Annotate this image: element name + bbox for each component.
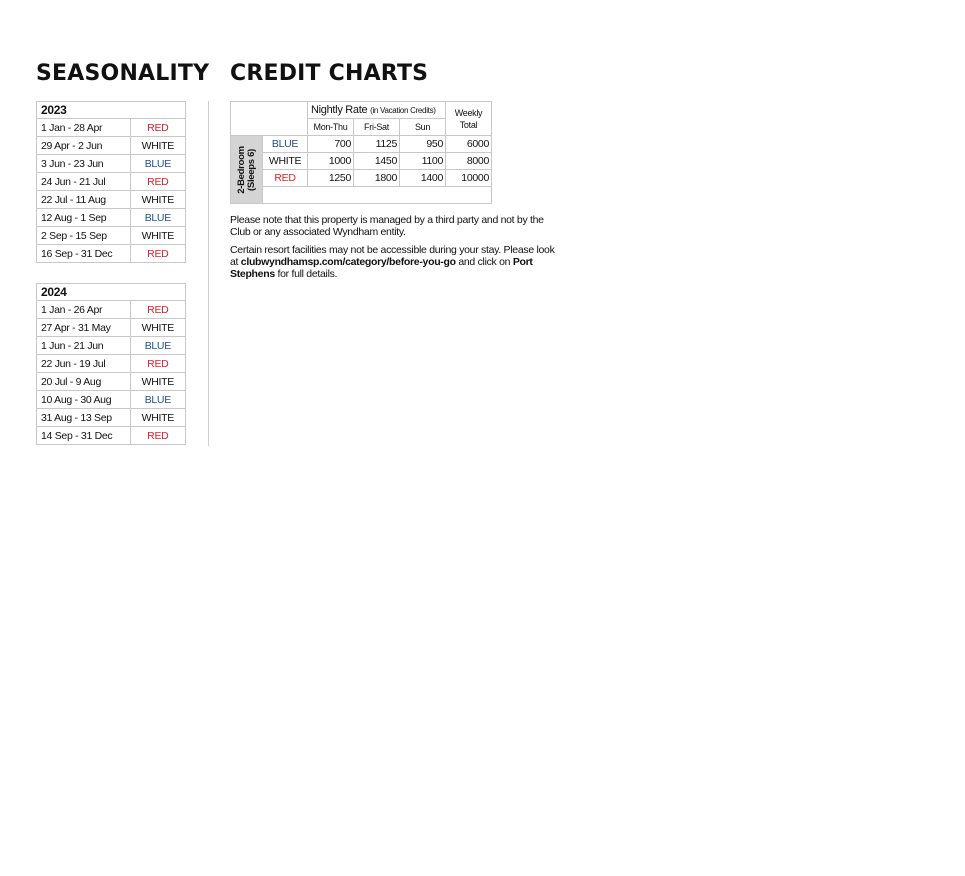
date-range: 12 Aug - 1 Sep [37, 209, 131, 227]
table-row [37, 155, 186, 173]
season-label: RED [130, 427, 185, 445]
table-row [231, 187, 492, 204]
credit-value: 1250 [308, 170, 354, 187]
date-range: 14 Sep - 31 Dec [37, 427, 131, 445]
season-label: WHITE [130, 227, 185, 245]
section-divider [208, 101, 209, 446]
season-label: WHITE [130, 137, 185, 155]
year-label: 2023 [37, 102, 186, 119]
year-label: 2024 [37, 284, 186, 301]
column-header: Sun [400, 119, 446, 136]
credit-value: 700 [308, 136, 354, 153]
date-range: 16 Sep - 31 Dec [37, 245, 131, 263]
date-range: 1 Jan - 26 Apr [37, 301, 131, 319]
weekly-total: 6000 [446, 136, 492, 153]
season-label: BLUE [263, 136, 308, 153]
date-range: 22 Jun - 19 Jul [37, 355, 131, 373]
season-label: BLUE [130, 337, 185, 355]
table-row [37, 427, 186, 445]
date-range: 1 Jun - 21 Jun [37, 337, 131, 355]
table-row [37, 355, 186, 373]
season-label: RED [130, 119, 185, 137]
date-range: 10 Aug - 30 Aug [37, 391, 131, 409]
table-row [37, 337, 186, 355]
seasonality-table-2024 [36, 283, 186, 445]
table-row [37, 373, 186, 391]
table-row [231, 136, 492, 153]
table-row [37, 301, 186, 319]
corner-cell [231, 102, 308, 136]
table-row [37, 409, 186, 427]
blank-row [263, 187, 492, 204]
table-row [37, 209, 186, 227]
column-header: Mon-Thu [308, 119, 354, 136]
table-row [37, 137, 186, 155]
season-label: RED [130, 301, 185, 319]
table-row [37, 191, 186, 209]
website-link[interactable]: clubwyndhamsp.com/category/before-you-go [240, 256, 456, 268]
table-row [37, 245, 186, 263]
credit-value: 950 [400, 136, 446, 153]
season-label: RED [130, 173, 185, 191]
season-label: RED [130, 245, 185, 263]
date-range: 22 Jul - 11 Aug [37, 191, 131, 209]
credit-chart-table [230, 101, 492, 204]
nightly-rate-header: Nightly Rate (in Vacation Credits) [308, 102, 446, 119]
date-range: 2 Sep - 15 Sep [37, 227, 131, 245]
table-row [231, 153, 492, 170]
season-label: BLUE [130, 155, 185, 173]
seasonality-heading: SEASONALITY [36, 61, 210, 86]
date-range: 31 Aug - 13 Sep [37, 409, 131, 427]
weekly-total-header: Weekly Total [446, 102, 492, 136]
facilities-note: Certain resort facilities may not be accessible during your stay. Please look at clubwyndhamsp.com/category/before-you-go and click on Port Stephens for full details. [230, 244, 555, 280]
season-label: RED [263, 170, 308, 187]
table-row [231, 170, 492, 187]
third-party-note: Please note that this property is managed by a third party and not by the Club or any associated Wyndham entity. [230, 214, 544, 238]
weekly-total: 8000 [446, 153, 492, 170]
credit-charts-heading: CREDIT CHARTS [230, 61, 429, 86]
credit-value: 1400 [400, 170, 446, 187]
table-row [37, 319, 186, 337]
credit-value: 1125 [354, 136, 400, 153]
season-label: RED [130, 355, 185, 373]
season-label: BLUE [130, 209, 185, 227]
season-label: WHITE [263, 153, 308, 170]
column-header: Fri-Sat [354, 119, 400, 136]
date-range: 20 Jul - 9 Aug [37, 373, 131, 391]
weekly-total: 10000 [446, 170, 492, 187]
date-range: 24 Jun - 21 Jul [37, 173, 131, 191]
unit-type-label: 2-Bedroom (Sleeps 6) [231, 136, 263, 204]
table-row [37, 227, 186, 245]
date-range: 27 Apr - 31 May [37, 319, 131, 337]
season-label: WHITE [130, 319, 185, 337]
season-label: BLUE [130, 391, 185, 409]
season-label: WHITE [130, 373, 185, 391]
credit-value: 1000 [308, 153, 354, 170]
seasonality-table-2023 [36, 101, 186, 263]
table-row [37, 173, 186, 191]
date-range: 29 Apr - 2 Jun [37, 137, 131, 155]
table-row [37, 119, 186, 137]
port-stephens-label: Port Stephens [230, 256, 533, 280]
season-label: WHITE [130, 409, 185, 427]
credit-value: 1100 [400, 153, 446, 170]
date-range: 1 Jan - 28 Apr [37, 119, 131, 137]
credit-value: 1800 [354, 170, 400, 187]
date-range: 3 Jun - 23 Jun [37, 155, 131, 173]
table-row [37, 391, 186, 409]
credit-value: 1450 [354, 153, 400, 170]
season-label: WHITE [130, 191, 185, 209]
